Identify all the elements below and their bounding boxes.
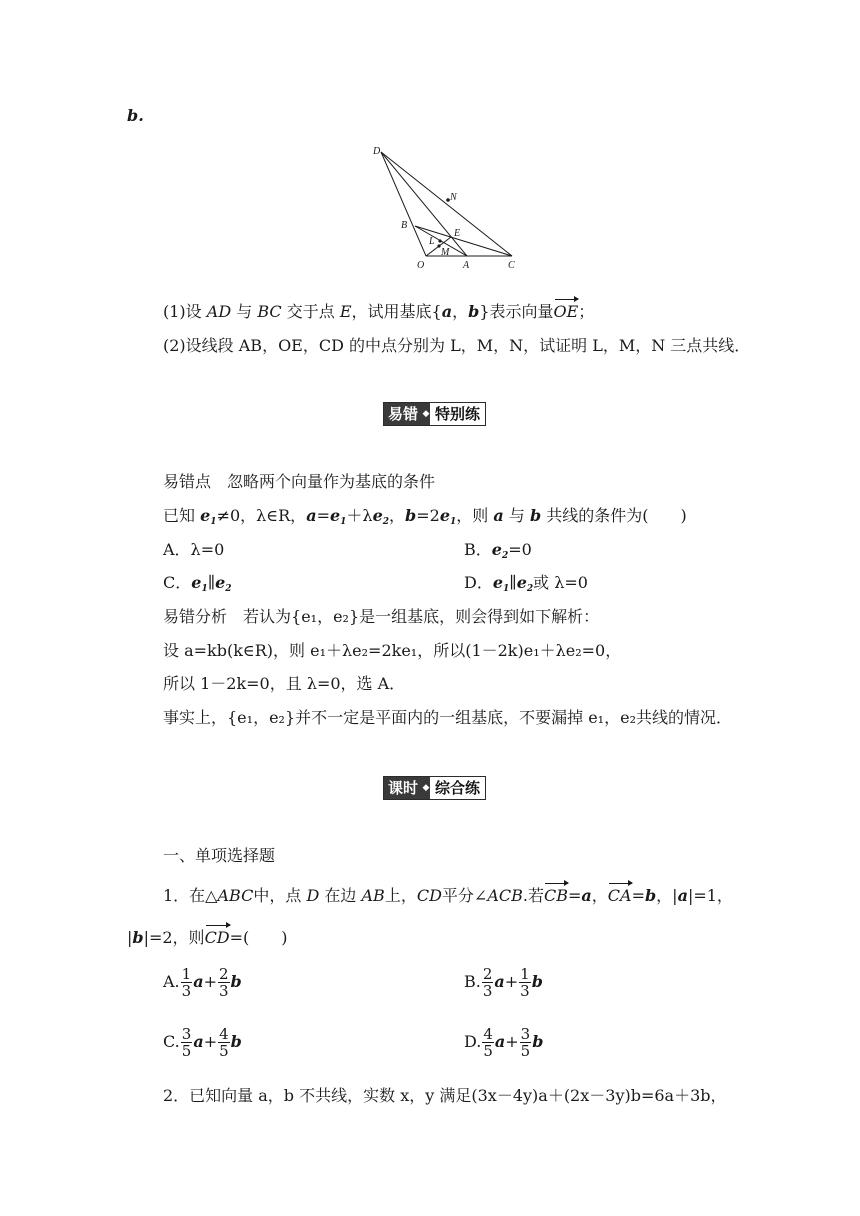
question-1-line-2: |b|=2，则CD=( ) bbox=[127, 928, 288, 947]
error-point-title: 易错点 忽略两个向量作为基底的条件 bbox=[163, 472, 436, 491]
vector-CA: CA bbox=[607, 886, 632, 905]
q1-option-C[interactable]: C. $\frac{3}{5}$ a+ $\frac{4}{5}$ b bbox=[163, 1025, 242, 1060]
line-DA bbox=[381, 152, 467, 256]
label-E: E bbox=[454, 228, 461, 239]
label-N: N bbox=[450, 192, 457, 203]
fraction: $\frac{1}{3}$ bbox=[181, 965, 192, 1000]
fraction: $\frac{3}{5}$ bbox=[520, 1025, 531, 1060]
section-badge-special-practice: 易错 ◆ 特别练 bbox=[383, 402, 486, 426]
vector-CD: CD bbox=[204, 928, 230, 947]
vector-OE: OE bbox=[553, 302, 579, 321]
label-M: M bbox=[441, 247, 450, 258]
section-badge-comprehensive-practice: 课时 ◆ 综合练 bbox=[383, 776, 486, 800]
vector-CB: CB bbox=[543, 886, 568, 905]
option-B[interactable]: B．$e_2=0$ bbox=[464, 540, 532, 561]
option-D[interactable]: D．$e_1\parallel e_2$或 λ=0 bbox=[464, 573, 588, 594]
q1-option-B[interactable]: B. $\frac{2}{3}$ a+ $\frac{1}{3}$ b bbox=[464, 965, 543, 1000]
analysis-line: 易错分析 若认为{e₁，e₂}是一组基底，则会得到如下解析： bbox=[163, 607, 600, 626]
text-fragment-b: b. bbox=[127, 106, 144, 125]
option-A[interactable]: A．λ=0 bbox=[163, 540, 225, 559]
question-2-line-1: 2．已知向量 a，b 不共线，实数 x，y 满足(3x－4y)a＋(2x－3y)b=6a＋3b， bbox=[163, 1086, 727, 1105]
question-1-line-1: 1．在△ABC中，点 D 在边 AB上，CD平分∠ACB.若CB=a，CA=b，|a|=1， bbox=[163, 886, 733, 905]
label-D: D bbox=[373, 146, 381, 157]
fraction: $\frac{2}{3}$ bbox=[482, 965, 493, 1000]
label-O: O bbox=[417, 260, 425, 271]
fraction: $\frac{2}{3}$ bbox=[218, 965, 229, 1000]
q1-option-D[interactable]: D. $\frac{4}{5}$ a+ $\frac{3}{5}$ b bbox=[464, 1025, 544, 1060]
analysis-line-3: 所以 1－2k=0，且 λ=0，选 A． bbox=[163, 674, 406, 693]
label-L: L bbox=[429, 236, 435, 247]
analysis-line-4: 事实上，{e₁，e₂}并不一定是平面内的一组基底，不要漏掉 e₁，e₂共线的情况． bbox=[163, 708, 732, 727]
fraction: $\frac{1}{3}$ bbox=[520, 965, 530, 1000]
line-DO bbox=[381, 152, 426, 256]
analysis-line-2: 设 a=kb(k∈R)，则 e₁＋λe₂=2ke₁，所以(1－2k)e₁＋λe₂=0， bbox=[163, 641, 622, 660]
label-C: C bbox=[508, 260, 515, 271]
fraction: $\frac{4}{5}$ bbox=[219, 1025, 229, 1060]
point-L bbox=[438, 239, 441, 242]
fraction: $\frac{4}{5}$ bbox=[483, 1025, 493, 1060]
fraction: $\frac{3}{5}$ bbox=[181, 1025, 192, 1060]
q1-option-A[interactable]: A. $\frac{1}{3}$ a+ $\frac{2}{3}$ b bbox=[163, 965, 242, 1000]
option-C[interactable]: C．$e_1\parallel e_2$ bbox=[163, 573, 232, 594]
problem-part-2: (2)设线段 AB，OE，CD 的中点分别为 L，M，N，试证明 L，M，N 三点共线． bbox=[163, 336, 751, 355]
section-heading-single-choice: 一、单项选择题 bbox=[163, 846, 276, 865]
label-B: B bbox=[401, 220, 408, 231]
label-A: A bbox=[463, 260, 470, 271]
problem-part-1: (1)设 AD 与 BC 交于点 E，试用基底{a，b}表示向量OE； bbox=[163, 302, 595, 321]
question-stem: 已知 $e_1\ne 0$，λ∈R，$a=e_1+\lambda e_2$，$b=2e_1$，则 a 与 b 共线的条件为( ) bbox=[163, 506, 687, 527]
geometry-figure bbox=[368, 142, 528, 272]
